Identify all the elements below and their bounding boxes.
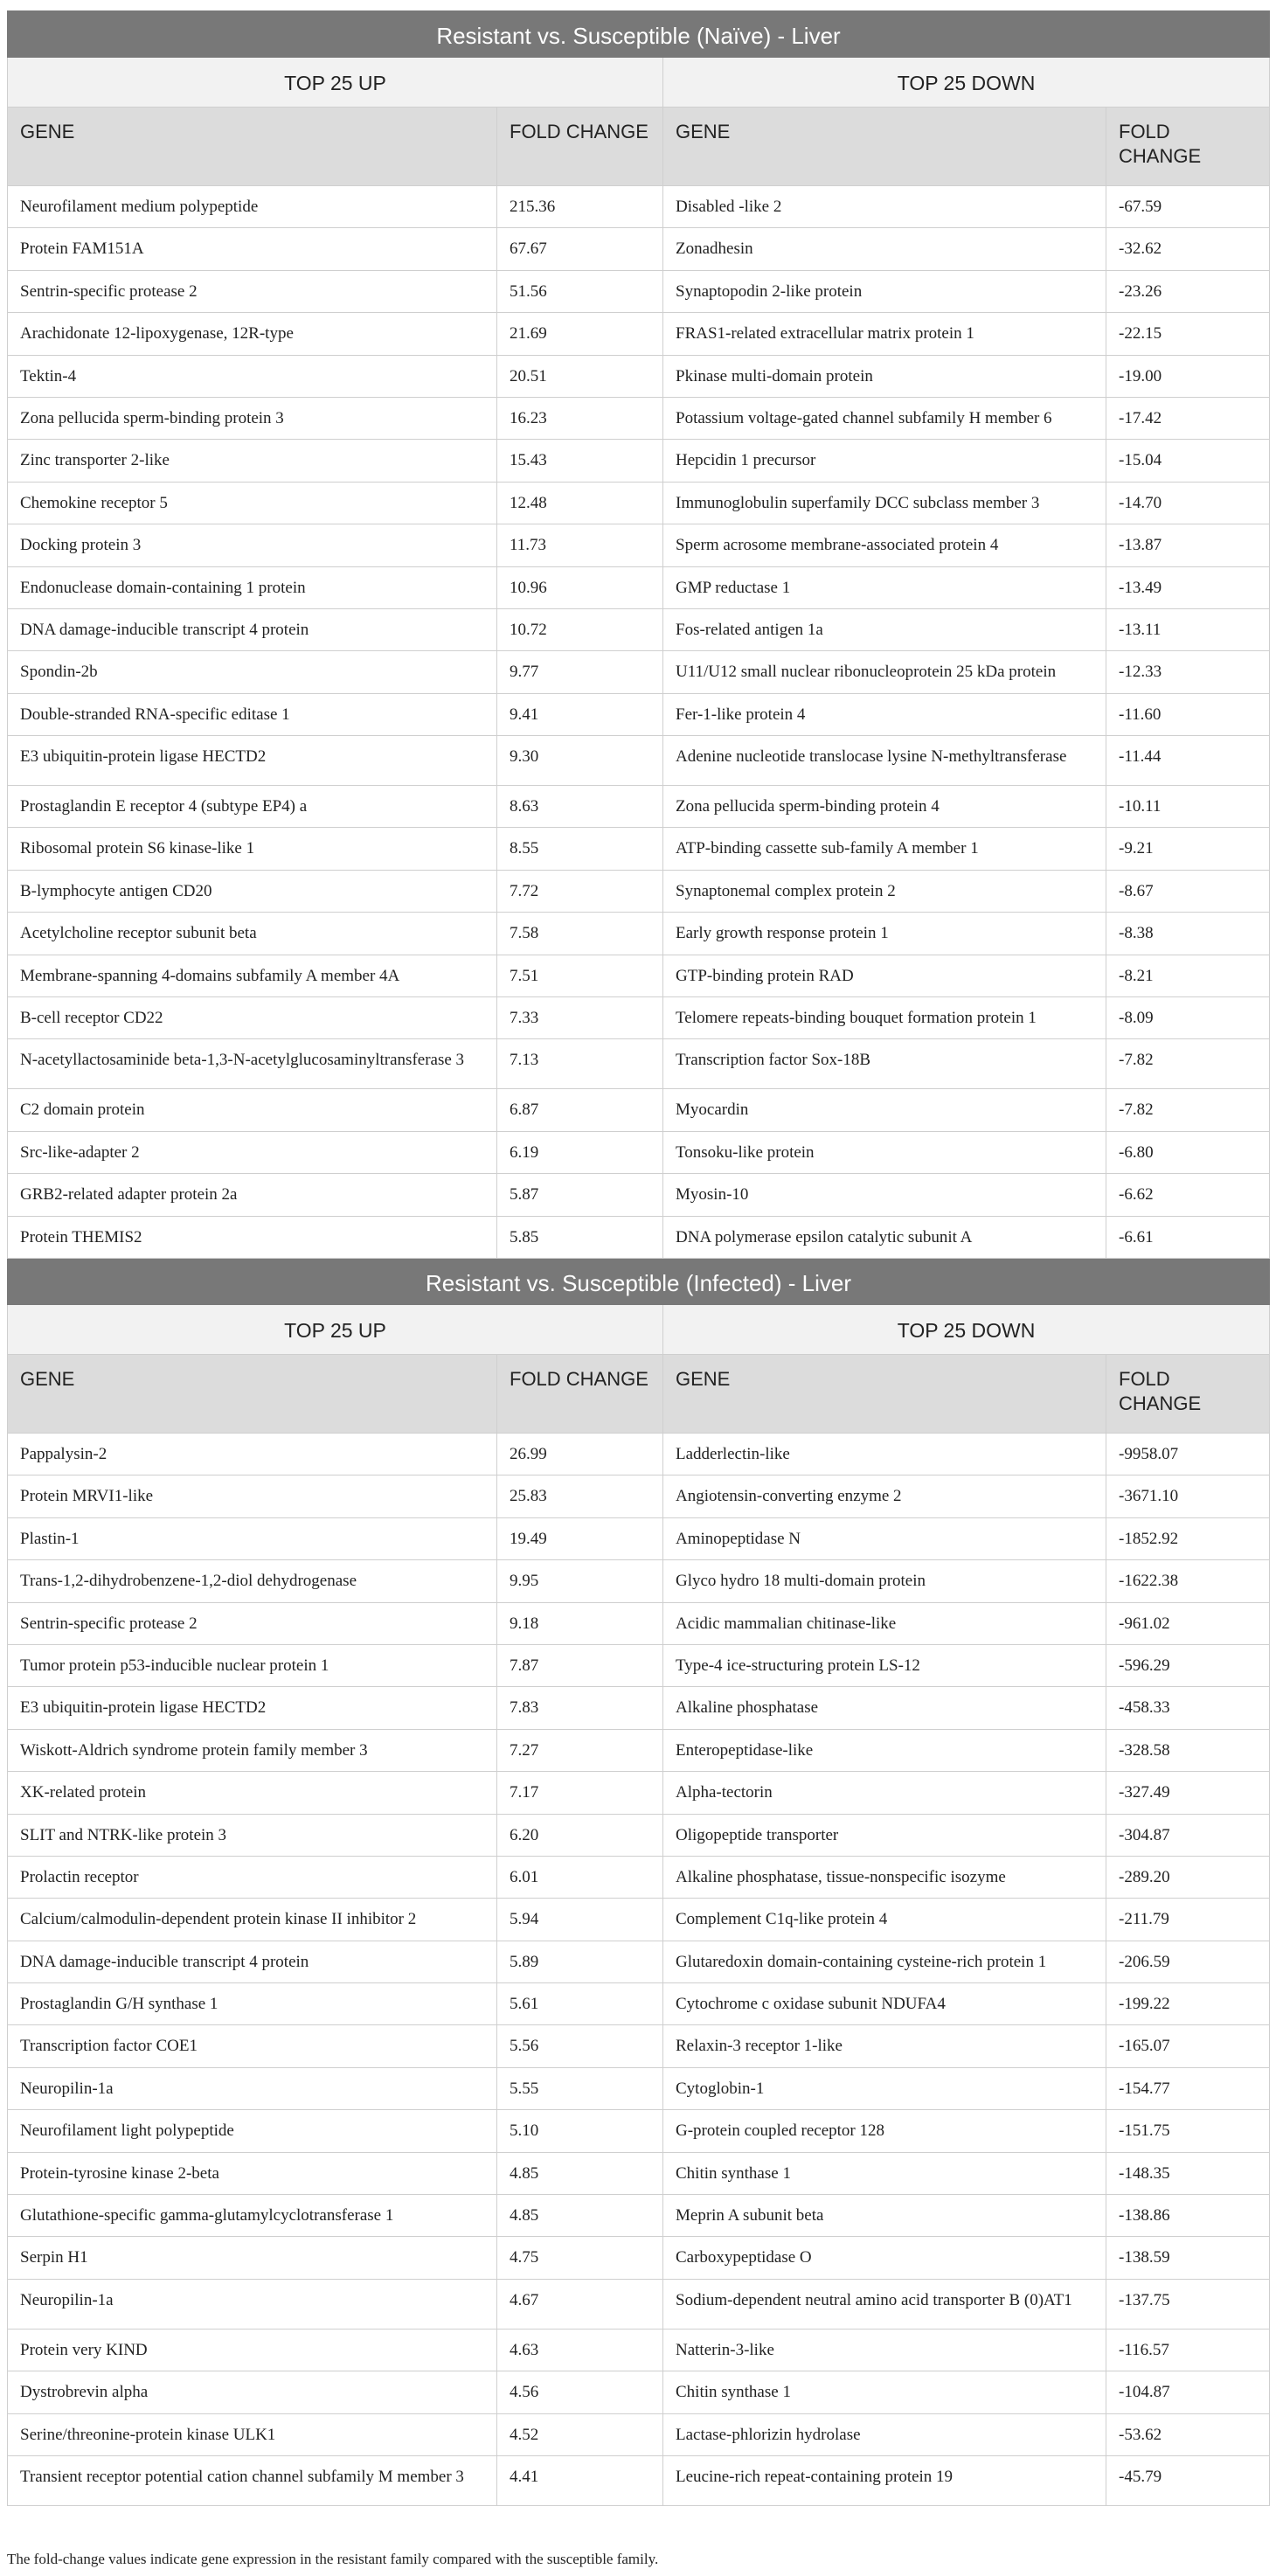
table-row (8, 566, 1270, 608)
down-gene-name: Ladderlectin-like (663, 1433, 1106, 1475)
table-row (8, 1772, 1270, 1814)
down-gene-name: Alkaline phosphatase (663, 1687, 1106, 1729)
down-fold-change: -6.61 (1106, 1216, 1270, 1258)
up-fold-change: 26.99 (497, 1433, 663, 1475)
table-row (8, 1729, 1270, 1771)
up-fold-change: 5.61 (497, 1983, 663, 2025)
table-row (8, 1560, 1270, 1602)
up-fold-change: 9.18 (497, 1602, 663, 1644)
down-gene-name: Angiotensin-converting enzyme 2 (663, 1475, 1106, 1517)
down-fold-change: -206.59 (1106, 1941, 1270, 1982)
table-row (8, 355, 1270, 397)
down-gene-name: Pkinase multi-domain protein (663, 355, 1106, 397)
up-gene-name: Zona pellucida sperm-binding protein 3 (8, 397, 497, 439)
down-fold-change: -3671.10 (1106, 1475, 1270, 1517)
up-fold-change: 4.67 (497, 2279, 663, 2329)
top-down-header: TOP 25 DOWN (663, 58, 1270, 108)
up-fold-change: 7.17 (497, 1772, 663, 1814)
section-title: Resistant vs. Susceptible (Infected) - Liver (8, 1258, 1270, 1304)
down-gene-name: Alpha-tectorin (663, 1772, 1106, 1814)
up-fold-change: 9.30 (497, 736, 663, 786)
up-fold-change: 25.83 (497, 1475, 663, 1517)
down-gene-name: Oligopeptide transporter (663, 1814, 1106, 1856)
down-fold-change: -13.49 (1106, 566, 1270, 608)
up-gene-name: Zinc transporter 2-like (8, 440, 497, 482)
table-row (8, 1039, 1270, 1089)
down-gene-name: Zona pellucida sperm-binding protein 4 (663, 786, 1106, 828)
down-gene-name: Alkaline phosphatase, tissue-nonspecific isozyme (663, 1856, 1106, 1898)
up-fold-change: 16.23 (497, 397, 663, 439)
up-gene-name: Src-like-adapter 2 (8, 1131, 497, 1173)
up-gene-name: Docking protein 3 (8, 524, 497, 566)
up-gene-name: Protein-tyrosine kinase 2-beta (8, 2152, 497, 2194)
up-fold-change: 6.87 (497, 1089, 663, 1131)
table-row (8, 2371, 1270, 2413)
table-row (8, 608, 1270, 650)
up-fold-change: 4.41 (497, 2455, 663, 2505)
down-fold-change: -596.29 (1106, 1644, 1270, 1686)
up-gene-name: B-cell receptor CD22 (8, 997, 497, 1039)
table-row (8, 913, 1270, 955)
down-gene-name: Telomere repeats-binding bouquet formation protein 1 (663, 997, 1106, 1039)
up-fold-change: 7.58 (497, 913, 663, 955)
down-gene-name: Early growth response protein 1 (663, 913, 1106, 955)
up-fold-change: 4.85 (497, 2195, 663, 2237)
table-footnote: The fold-change values indicate gene expression in the resistant family compared with the susceptible family. (7, 2551, 659, 2567)
up-fold-change: 11.73 (497, 524, 663, 566)
table-row (8, 828, 1270, 870)
down-fold-change: -327.49 (1106, 1772, 1270, 1814)
up-gene-name: Neurofilament light polypeptide (8, 2110, 497, 2152)
fold-change-column-header: FOLD CHANGE (1106, 108, 1270, 186)
up-gene-name: Serine/threonine-protein kinase ULK1 (8, 2413, 497, 2455)
up-fold-change: 15.43 (497, 440, 663, 482)
down-gene-name: Relaxin-3 receptor 1-like (663, 2025, 1106, 2067)
down-gene-name: Tonsoku-like protein (663, 1131, 1106, 1173)
top-up-header: TOP 25 UP (8, 1304, 663, 1354)
direction-header-row (8, 58, 1270, 108)
table-row (8, 2237, 1270, 2279)
direction-header-row (8, 1304, 1270, 1354)
down-gene-name: Lactase-phlorizin hydrolase (663, 2413, 1106, 2455)
up-fold-change: 6.19 (497, 1131, 663, 1173)
up-gene-name: Double-stranded RNA-specific editase 1 (8, 693, 497, 735)
up-gene-name: Acetylcholine receptor subunit beta (8, 913, 497, 955)
table-row (8, 1899, 1270, 1941)
table-row (8, 2455, 1270, 2505)
down-gene-name: Sperm acrosome membrane-associated protein 4 (663, 524, 1106, 566)
down-gene-name: Enteropeptidase-like (663, 1729, 1106, 1771)
down-fold-change: -1852.92 (1106, 1517, 1270, 1559)
up-fold-change: 7.83 (497, 1687, 663, 1729)
up-gene-name: Tumor protein p53-inducible nuclear protein 1 (8, 1644, 497, 1686)
table-row (8, 440, 1270, 482)
table-row (8, 955, 1270, 996)
table-row (8, 2067, 1270, 2109)
up-gene-name: Sentrin-specific protease 2 (8, 1602, 497, 1644)
table-row (8, 2025, 1270, 2067)
down-gene-name: Transcription factor Sox-18B (663, 1039, 1106, 1089)
up-fold-change: 6.20 (497, 1814, 663, 1856)
table-row (8, 1216, 1270, 1258)
down-fold-change: -67.59 (1106, 186, 1270, 228)
up-fold-change: 7.87 (497, 1644, 663, 1686)
table-row (8, 397, 1270, 439)
down-fold-change: -104.87 (1106, 2371, 1270, 2413)
down-fold-change: -45.79 (1106, 2455, 1270, 2505)
column-header-row (8, 108, 1270, 186)
down-gene-name: DNA polymerase epsilon catalytic subunit A (663, 1216, 1106, 1258)
up-gene-name: Plastin-1 (8, 1517, 497, 1559)
table-row (8, 693, 1270, 735)
down-fold-change: -7.82 (1106, 1039, 1270, 1089)
fold-change-column-header: FOLD CHANGE (497, 1354, 663, 1433)
down-fold-change: -19.00 (1106, 355, 1270, 397)
table-row (8, 1131, 1270, 1173)
up-fold-change: 51.56 (497, 270, 663, 312)
up-fold-change: 8.55 (497, 828, 663, 870)
down-gene-name: Aminopeptidase N (663, 1517, 1106, 1559)
down-fold-change: -8.67 (1106, 870, 1270, 912)
up-fold-change: 20.51 (497, 355, 663, 397)
up-gene-name: Prostaglandin E receptor 4 (subtype EP4) a (8, 786, 497, 828)
down-gene-name: Sodium-dependent neutral amino acid transporter B (0)AT1 (663, 2279, 1106, 2329)
up-gene-name: Protein FAM151A (8, 228, 497, 270)
down-fold-change: -199.22 (1106, 1983, 1270, 2025)
down-gene-name: Type-4 ice-structuring protein LS-12 (663, 1644, 1106, 1686)
down-fold-change: -138.86 (1106, 2195, 1270, 2237)
down-gene-name: Glutaredoxin domain-containing cysteine-rich protein 1 (663, 1941, 1106, 1982)
table-row (8, 482, 1270, 524)
up-gene-name: Endonuclease domain-containing 1 protein (8, 566, 497, 608)
up-gene-name: Wiskott-Aldrich syndrome protein family member 3 (8, 1729, 497, 1771)
down-gene-name: Hepcidin 1 precursor (663, 440, 1106, 482)
down-fold-change: -289.20 (1106, 1856, 1270, 1898)
up-fold-change: 9.77 (497, 651, 663, 693)
table-row (8, 1517, 1270, 1559)
down-fold-change: -13.87 (1106, 524, 1270, 566)
up-gene-name: Protein very KIND (8, 2329, 497, 2371)
down-fold-change: -154.77 (1106, 2067, 1270, 2109)
table-row (8, 1089, 1270, 1131)
table-row (8, 313, 1270, 355)
up-gene-name: Neurofilament medium polypeptide (8, 186, 497, 228)
down-fold-change: -8.38 (1106, 913, 1270, 955)
down-gene-name: Meprin A subunit beta (663, 2195, 1106, 2237)
down-fold-change: -148.35 (1106, 2152, 1270, 2194)
up-gene-name: E3 ubiquitin-protein ligase HECTD2 (8, 1687, 497, 1729)
down-gene-name: Disabled -like 2 (663, 186, 1106, 228)
down-fold-change: -23.26 (1106, 270, 1270, 312)
up-gene-name: Neuropilin-1a (8, 2279, 497, 2329)
down-fold-change: -7.82 (1106, 1089, 1270, 1131)
gene-expression-table (7, 10, 1270, 2506)
up-fold-change: 7.72 (497, 870, 663, 912)
up-fold-change: 6.01 (497, 1856, 663, 1898)
down-gene-name: Complement C1q-like protein 4 (663, 1899, 1106, 1941)
up-gene-name: Sentrin-specific protease 2 (8, 270, 497, 312)
table-row (8, 2195, 1270, 2237)
down-fold-change: -458.33 (1106, 1687, 1270, 1729)
table-row (8, 1644, 1270, 1686)
up-fold-change: 7.27 (497, 1729, 663, 1771)
top-down-header: TOP 25 DOWN (663, 1304, 1270, 1354)
down-gene-name: Chitin synthase 1 (663, 2371, 1106, 2413)
up-gene-name: N-acetyllactosaminide beta-1,3-N-acetylglucosaminyltransferase 3 (8, 1039, 497, 1089)
gene-table-container (7, 10, 1269, 2506)
down-fold-change: -304.87 (1106, 1814, 1270, 1856)
down-gene-name: Synaptonemal complex protein 2 (663, 870, 1106, 912)
up-gene-name: Neuropilin-1a (8, 2067, 497, 2109)
table-row (8, 186, 1270, 228)
up-gene-name: Ribosomal protein S6 kinase-like 1 (8, 828, 497, 870)
up-gene-name: Chemokine receptor 5 (8, 482, 497, 524)
down-fold-change: -116.57 (1106, 2329, 1270, 2371)
down-gene-name: Zonadhesin (663, 228, 1106, 270)
up-fold-change: 4.56 (497, 2371, 663, 2413)
down-gene-name: Acidic mammalian chitinase-like (663, 1602, 1106, 1644)
table-row (8, 1174, 1270, 1216)
up-gene-name: Membrane-spanning 4-domains subfamily A member 4A (8, 955, 497, 996)
table-row (8, 1475, 1270, 1517)
table-row (8, 2279, 1270, 2329)
down-gene-name: Carboxypeptidase O (663, 2237, 1106, 2279)
table-row (8, 1983, 1270, 2025)
up-gene-name: Tektin-4 (8, 355, 497, 397)
up-fold-change: 9.41 (497, 693, 663, 735)
down-gene-name: Cytochrome c oxidase subunit NDUFA4 (663, 1983, 1106, 2025)
down-gene-name: Leucine-rich repeat-containing protein 19 (663, 2455, 1106, 2505)
down-fold-change: -14.70 (1106, 482, 1270, 524)
down-gene-name: Synaptopodin 2-like protein (663, 270, 1106, 312)
down-fold-change: -1622.38 (1106, 1560, 1270, 1602)
table-row (8, 228, 1270, 270)
up-fold-change: 8.63 (497, 786, 663, 828)
up-gene-name: Arachidonate 12-lipoxygenase, 12R-type (8, 313, 497, 355)
down-gene-name: Glyco hydro 18 multi-domain protein (663, 1560, 1106, 1602)
up-gene-name: Transient receptor potential cation channel subfamily M member 3 (8, 2455, 497, 2505)
section-title: Resistant vs. Susceptible (Naïve) - Liver (8, 11, 1270, 58)
table-row (8, 786, 1270, 828)
gene-column-header: GENE (8, 108, 497, 186)
down-fold-change: -32.62 (1106, 228, 1270, 270)
up-fold-change: 5.87 (497, 1174, 663, 1216)
table-row (8, 2413, 1270, 2455)
up-fold-change: 215.36 (497, 186, 663, 228)
up-gene-name: Dystrobrevin alpha (8, 2371, 497, 2413)
down-fold-change: -165.07 (1106, 2025, 1270, 2067)
down-fold-change: -11.60 (1106, 693, 1270, 735)
down-gene-name: Myocardin (663, 1089, 1106, 1131)
down-gene-name: Adenine nucleotide translocase lysine N-methyltransferase (663, 736, 1106, 786)
table-row (8, 870, 1270, 912)
fold-change-column-header: FOLD CHANGE (497, 108, 663, 186)
up-gene-name: DNA damage-inducible transcript 4 protein (8, 608, 497, 650)
table-row (8, 997, 1270, 1039)
up-gene-name: Protein THEMIS2 (8, 1216, 497, 1258)
down-gene-name: GTP-binding protein RAD (663, 955, 1106, 996)
column-header-row (8, 1354, 1270, 1433)
up-gene-name: DNA damage-inducible transcript 4 protein (8, 1941, 497, 1982)
up-gene-name: Transcription factor COE1 (8, 2025, 497, 2067)
down-fold-change: -961.02 (1106, 1602, 1270, 1644)
up-fold-change: 4.75 (497, 2237, 663, 2279)
up-fold-change: 67.67 (497, 228, 663, 270)
up-fold-change: 5.89 (497, 1941, 663, 1982)
gene-column-header: GENE (663, 108, 1106, 186)
top-up-header: TOP 25 UP (8, 58, 663, 108)
down-fold-change: -8.21 (1106, 955, 1270, 996)
up-gene-name: Protein MRVI1-like (8, 1475, 497, 1517)
gene-column-header: GENE (663, 1354, 1106, 1433)
down-gene-name: Immunoglobulin superfamily DCC subclass member 3 (663, 482, 1106, 524)
table-row (8, 1687, 1270, 1729)
down-fold-change: -211.79 (1106, 1899, 1270, 1941)
down-fold-change: -9958.07 (1106, 1433, 1270, 1475)
down-fold-change: -12.33 (1106, 651, 1270, 693)
up-gene-name: Serpin H1 (8, 2237, 497, 2279)
up-fold-change: 5.55 (497, 2067, 663, 2109)
down-fold-change: -15.04 (1106, 440, 1270, 482)
down-gene-name: Potassium voltage-gated channel subfamily H member 6 (663, 397, 1106, 439)
up-gene-name: Pappalysin-2 (8, 1433, 497, 1475)
up-fold-change: 4.63 (497, 2329, 663, 2371)
down-gene-name: Myosin-10 (663, 1174, 1106, 1216)
up-fold-change: 4.52 (497, 2413, 663, 2455)
section-title-row (8, 11, 1270, 58)
table-row (8, 1941, 1270, 1982)
up-fold-change: 9.95 (497, 1560, 663, 1602)
down-fold-change: -13.11 (1106, 608, 1270, 650)
down-gene-name: G-protein coupled receptor 128 (663, 2110, 1106, 2152)
table-row (8, 2329, 1270, 2371)
up-fold-change: 5.10 (497, 2110, 663, 2152)
down-gene-name: U11/U12 small nuclear ribonucleoprotein 25 kDa protein (663, 651, 1106, 693)
table-row (8, 1856, 1270, 1898)
table-row (8, 524, 1270, 566)
up-fold-change: 5.94 (497, 1899, 663, 1941)
up-gene-name: Calcium/calmodulin-dependent protein kinase II inhibitor 2 (8, 1899, 497, 1941)
up-fold-change: 12.48 (497, 482, 663, 524)
down-fold-change: -11.44 (1106, 736, 1270, 786)
down-fold-change: -6.62 (1106, 1174, 1270, 1216)
up-fold-change: 7.13 (497, 1039, 663, 1089)
table-row (8, 1814, 1270, 1856)
down-gene-name: Chitin synthase 1 (663, 2152, 1106, 2194)
up-fold-change: 5.85 (497, 1216, 663, 1258)
down-gene-name: GMP reductase 1 (663, 566, 1106, 608)
gene-column-header: GENE (8, 1354, 497, 1433)
down-fold-change: -53.62 (1106, 2413, 1270, 2455)
up-gene-name: C2 domain protein (8, 1089, 497, 1131)
down-fold-change: -22.15 (1106, 313, 1270, 355)
up-gene-name: Glutathione-specific gamma-glutamylcyclotransferase 1 (8, 2195, 497, 2237)
up-fold-change: 7.33 (497, 997, 663, 1039)
down-fold-change: -328.58 (1106, 1729, 1270, 1771)
down-fold-change: -8.09 (1106, 997, 1270, 1039)
up-fold-change: 5.56 (497, 2025, 663, 2067)
down-fold-change: -10.11 (1106, 786, 1270, 828)
up-gene-name: Prolactin receptor (8, 1856, 497, 1898)
up-fold-change: 4.85 (497, 2152, 663, 2194)
down-gene-name: ATP-binding cassette sub-family A member 1 (663, 828, 1106, 870)
down-fold-change: -6.80 (1106, 1131, 1270, 1173)
section-title-row (8, 1258, 1270, 1304)
up-gene-name: SLIT and NTRK-like protein 3 (8, 1814, 497, 1856)
fold-change-column-header: FOLD CHANGE (1106, 1354, 1270, 1433)
down-fold-change: -138.59 (1106, 2237, 1270, 2279)
up-gene-name: E3 ubiquitin-protein ligase HECTD2 (8, 736, 497, 786)
down-fold-change: -151.75 (1106, 2110, 1270, 2152)
up-gene-name: Spondin-2b (8, 651, 497, 693)
table-row (8, 736, 1270, 786)
up-fold-change: 21.69 (497, 313, 663, 355)
down-gene-name: Natterin-3-like (663, 2329, 1106, 2371)
up-gene-name: Trans-1,2-dihydrobenzene-1,2-diol dehydrogenase (8, 1560, 497, 1602)
down-fold-change: -9.21 (1106, 828, 1270, 870)
up-fold-change: 7.51 (497, 955, 663, 996)
up-gene-name: B-lymphocyte antigen CD20 (8, 870, 497, 912)
table-row (8, 2110, 1270, 2152)
down-fold-change: -137.75 (1106, 2279, 1270, 2329)
table-row (8, 2152, 1270, 2194)
up-fold-change: 19.49 (497, 1517, 663, 1559)
table-row (8, 1433, 1270, 1475)
up-gene-name: GRB2-related adapter protein 2a (8, 1174, 497, 1216)
down-gene-name: Fos-related antigen 1a (663, 608, 1106, 650)
up-fold-change: 10.72 (497, 608, 663, 650)
table-row (8, 651, 1270, 693)
down-gene-name: Cytoglobin-1 (663, 2067, 1106, 2109)
down-gene-name: FRAS1-related extracellular matrix protein 1 (663, 313, 1106, 355)
down-gene-name: Fer-1-like protein 4 (663, 693, 1106, 735)
up-gene-name: XK-related protein (8, 1772, 497, 1814)
up-gene-name: Prostaglandin G/H synthase 1 (8, 1983, 497, 2025)
down-fold-change: -17.42 (1106, 397, 1270, 439)
table-row (8, 270, 1270, 312)
table-row (8, 1602, 1270, 1644)
up-fold-change: 10.96 (497, 566, 663, 608)
